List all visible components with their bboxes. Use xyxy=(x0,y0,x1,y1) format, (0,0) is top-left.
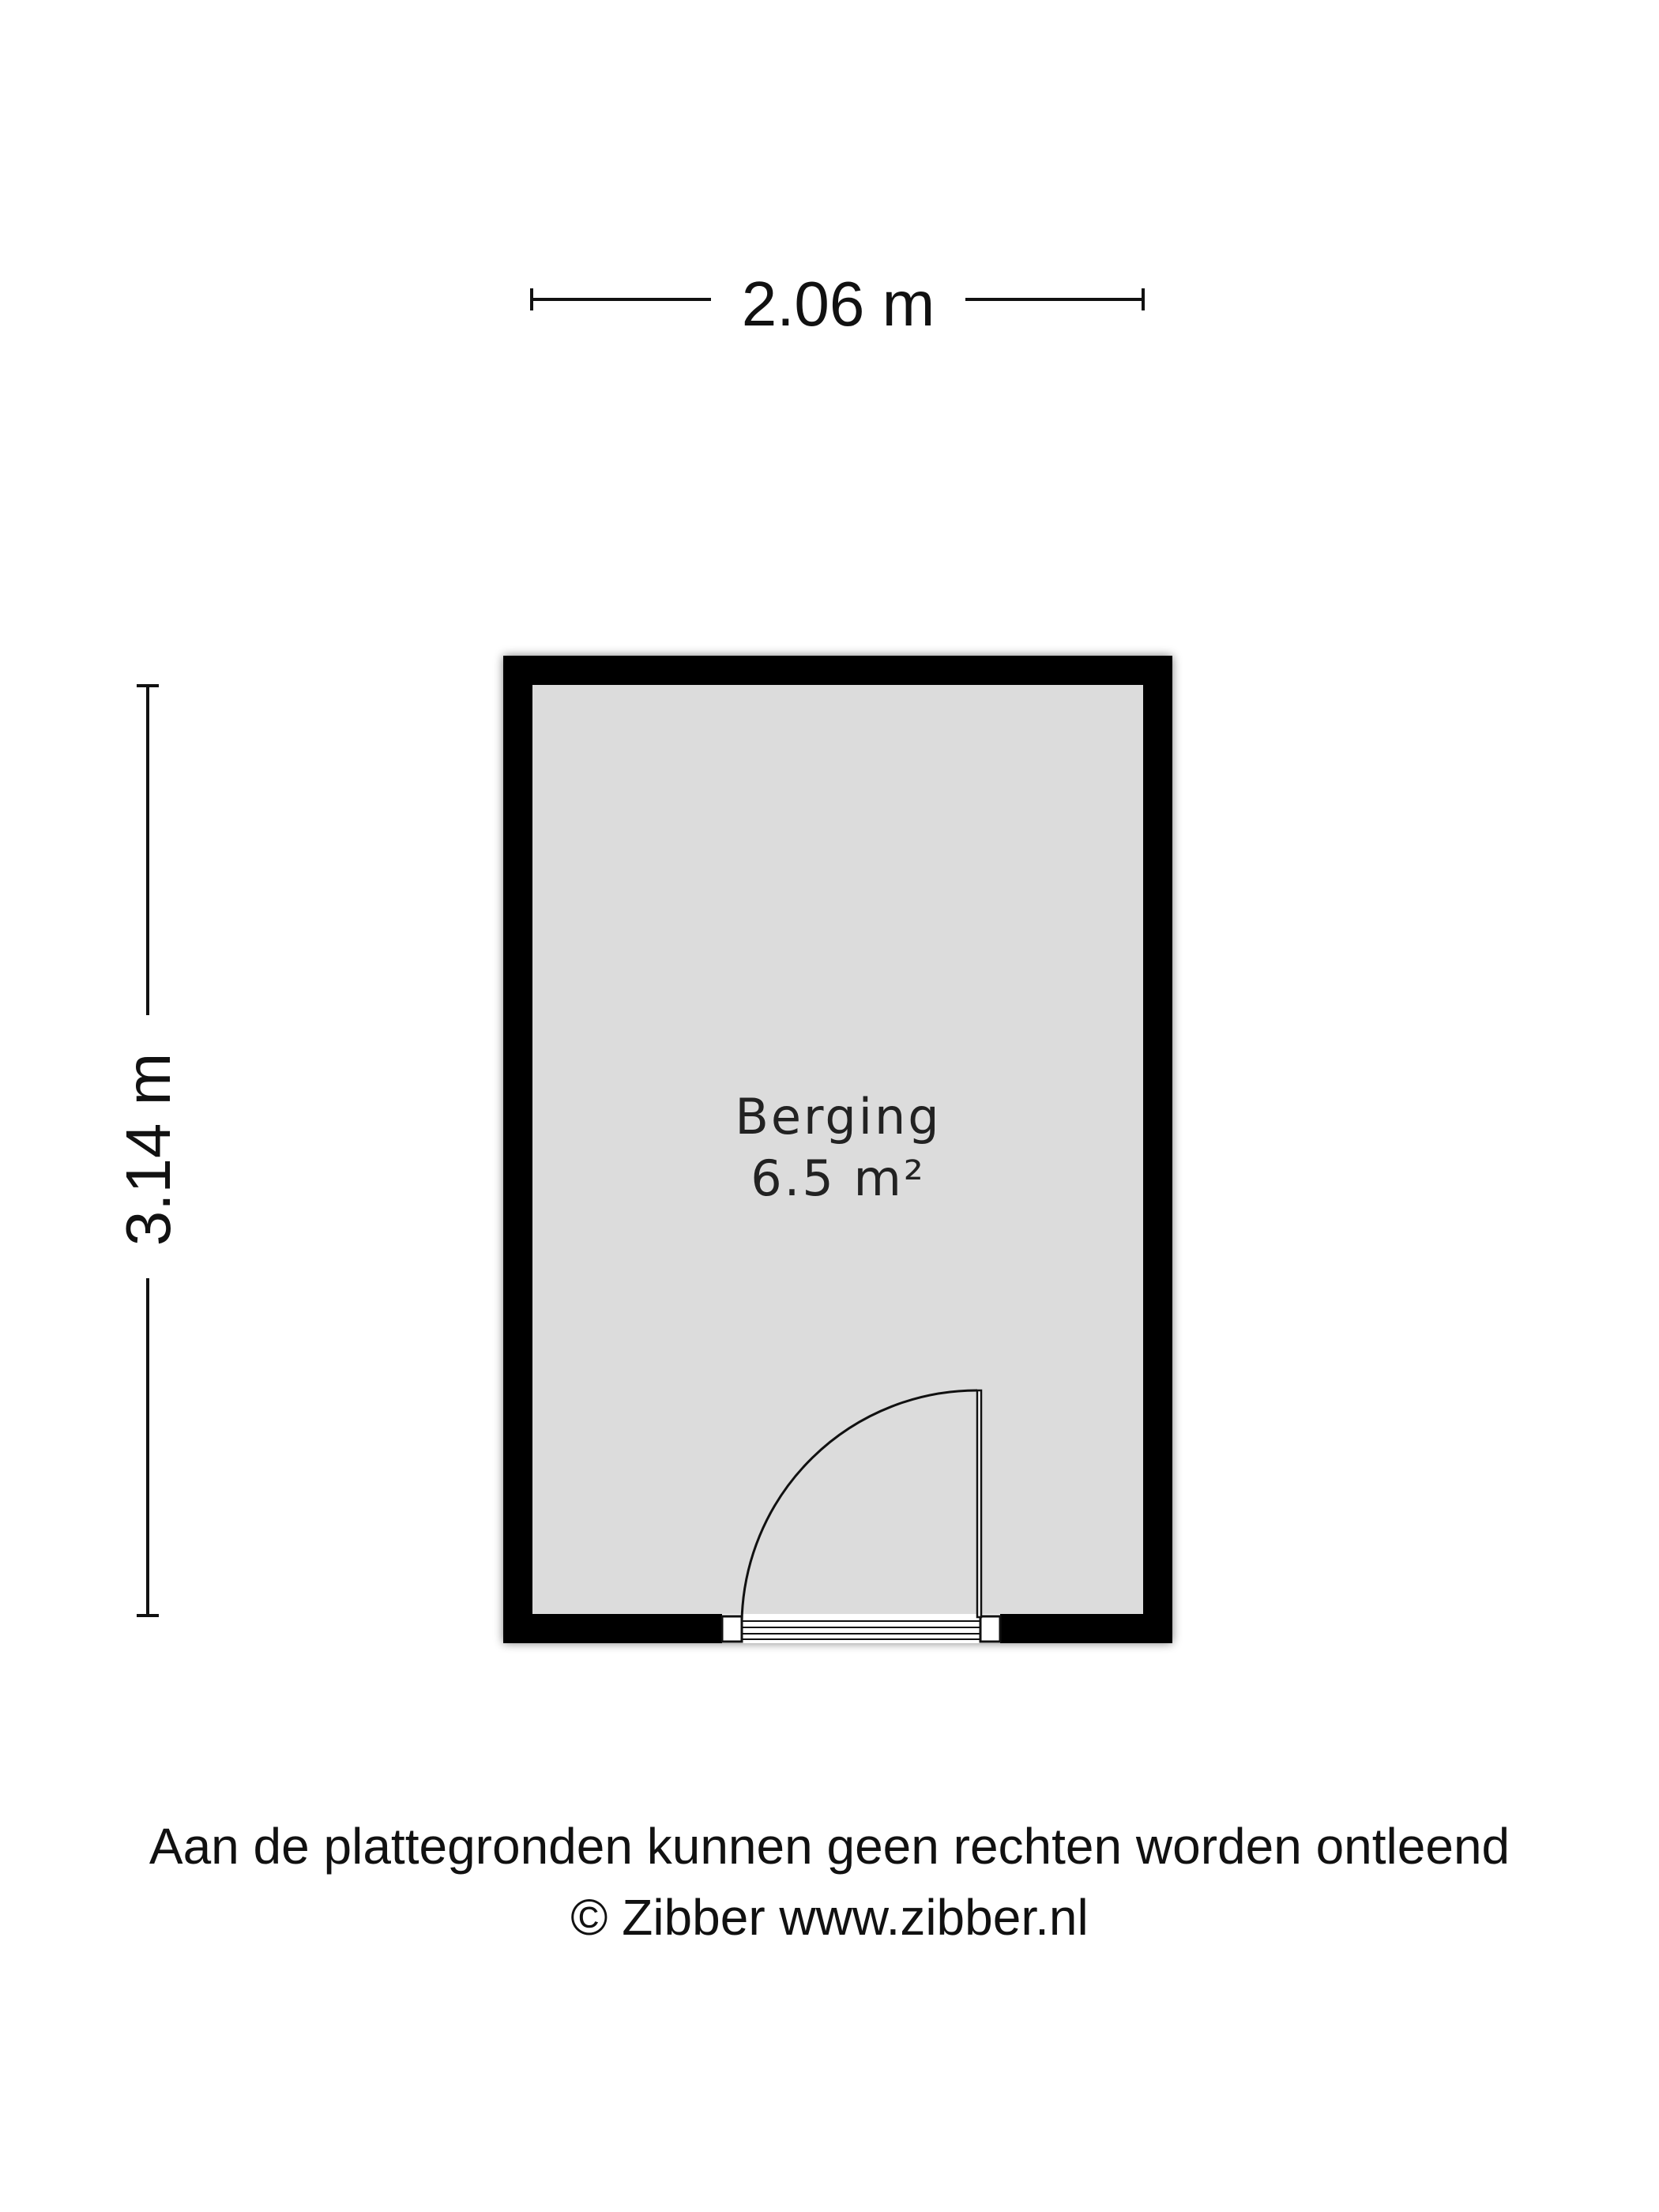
copyright-text: © Zibber www.zibber.nl xyxy=(570,1889,1089,1946)
door-jamb-left xyxy=(722,1616,742,1642)
door-jamb-right xyxy=(980,1616,1000,1642)
room-name: Berging xyxy=(735,1088,942,1146)
height-dimension-label: 3.14 m xyxy=(113,1052,183,1247)
width-dimension-label: 2.06 m xyxy=(741,269,935,339)
height-dimension xyxy=(113,686,183,1616)
disclaimer-text: Aan de plattegronden kunnen geen rechten worden ontleend xyxy=(149,1818,1510,1875)
room-berging xyxy=(503,656,1172,1643)
door-leaf xyxy=(977,1390,981,1617)
width-dimension xyxy=(532,269,1143,339)
room-area: 6.5 m² xyxy=(750,1149,926,1207)
